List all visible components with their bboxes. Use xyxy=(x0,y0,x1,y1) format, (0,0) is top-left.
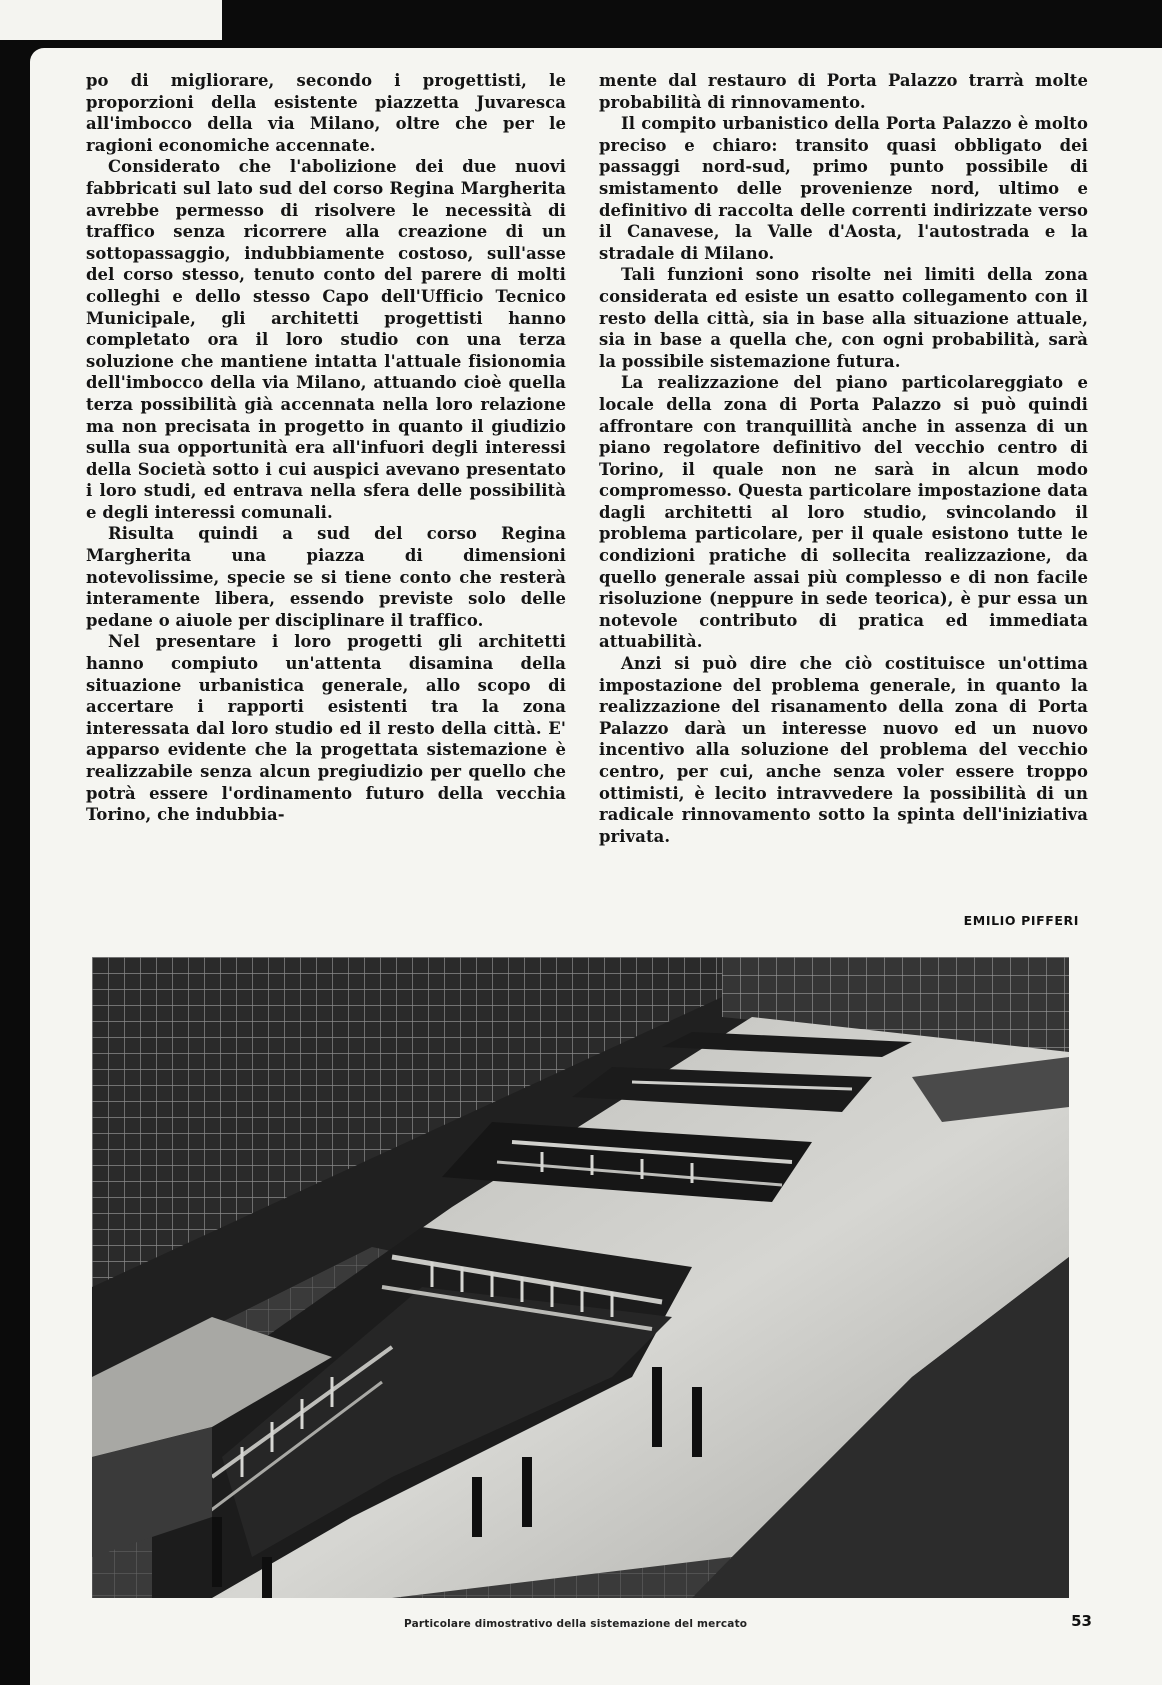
paragraph: Il compito urbanistico della Porta Palazzo è molto preciso e chiaro: transito quasi obbligato dei passaggi nord-sud, primo punto possibile di smistamento delle provenienze nord, ultimo e definitivo di raccolta delle correnti indirizzate verso il Canavese, la Valle d'Aosta, l'autostrada e la stradale di Milano. xyxy=(599,114,1088,263)
paragraph: po di migliorare, secondo i progettisti, le proporzioni della esistente piazzetta Juvaresca all'imbocco della via Milano, oltre che per le ragioni economiche accennate. xyxy=(86,71,566,155)
magazine-page xyxy=(30,48,1162,1685)
market-model-photo xyxy=(92,957,1069,1598)
paragraph: Considerato che l'abolizione dei due nuovi fabbricati sul lato sud del corso Regina Margherita avrebbe permesso di risolvere le necessità di traffico senza ricorrere alla creazione di un sottopassaggio, indubbiamente costoso, sull'asse del corso stesso, tenuto conto del parere di molti colleghi e dello stesso Capo dell'Ufficio Tecnico Municipale, gli architetti progettisti hanno completato ora il loro studio con una terza soluzione che mantiene intatta l'attuale fisionomia dell'imbocco della via Milano, attuando cioè quella terza possibilità già accennata nella loro relazione ma non precisata in progetto in quanto il giudizio sulla sua opportunità era all'infuori degli interessi della Società sotto i cui auspici avevano presentato i loro studi, ed entrava nella sfera delle possibilità e degli interessi comunali. xyxy=(86,157,566,522)
scan-margin-top-left xyxy=(0,0,222,40)
paragraph: Tali funzioni sono risolte nei limiti della zona considerata ed esiste un esatto collegamento con il resto della città, sia in base alla situazione attuale, sia in base a quella che, con ogni probabilità, sarà la possibile sistemazione futura. xyxy=(599,265,1088,371)
paragraph: La realizzazione del piano particolareggiato e locale della zona di Porta Palazzo si può quindi affrontare con tranquillità anche in assenza di un piano regolatore definitivo del vecchio centro di Torino, il quale non ne sarà in alcun modo compromesso. Questa particolare impostazione data dagli architetti al loro studio, svincolando il problema particolare, per il quale esistono tutte le condizioni pratiche di sollecita realizzazione, da quello generale assai più complesso e di non facile risoluzione (neppure in sede teorica), è pur essa un notevole contributo di pratica ed immediata attuabilità. xyxy=(599,373,1088,652)
paragraph: Risulta quindi a sud del corso Regina Margherita una piazza di dimensioni notevolissime, specie se si tiene conto che resterà interamente libera, essendo previste solo delle pedane o aiuole per disciplinare il traffico. xyxy=(86,524,566,630)
figure-caption: Particolare dimostrativo della sistemazione del mercato xyxy=(404,1618,748,1630)
text-column-left xyxy=(86,70,566,826)
author-signature: EMILIO PIFFERI xyxy=(963,913,1079,928)
paragraph: mente dal restauro di Porta Palazzo trarrà molte probabilità di rinnovamento. xyxy=(599,71,1088,112)
paragraph: Anzi si può dire che ciò costituisce un'ottima impostazione del problema generale, in quanto la realizzazione del risanamento della zona di Porta Palazzo darà un interesse nuovo ed un nuovo incentivo alla soluzione del problema del vecchio centro, per cui, anche senza voler essere troppo ottimisti, è lecito intravvedere la possibilità di un radicale rinnovamento sotto la spinta dell'iniziativa privata. xyxy=(599,654,1088,846)
paragraph: Nel presentare i loro progetti gli architetti hanno compiuto un'attenta disamina della situazione urbanistica generale, allo scopo di accertare i rapporti esistenti tra la zona interessata dal loro studio ed il resto della città. E' apparso evidente che la progettata sistemazione è realizzabile senza alcun pregiudizio per quello che potrà essere l'ordinamento futuro della vecchia Torino, che indubbia- xyxy=(86,632,566,825)
text-column-right xyxy=(599,70,1088,847)
page-number: 53 xyxy=(1071,1612,1092,1630)
